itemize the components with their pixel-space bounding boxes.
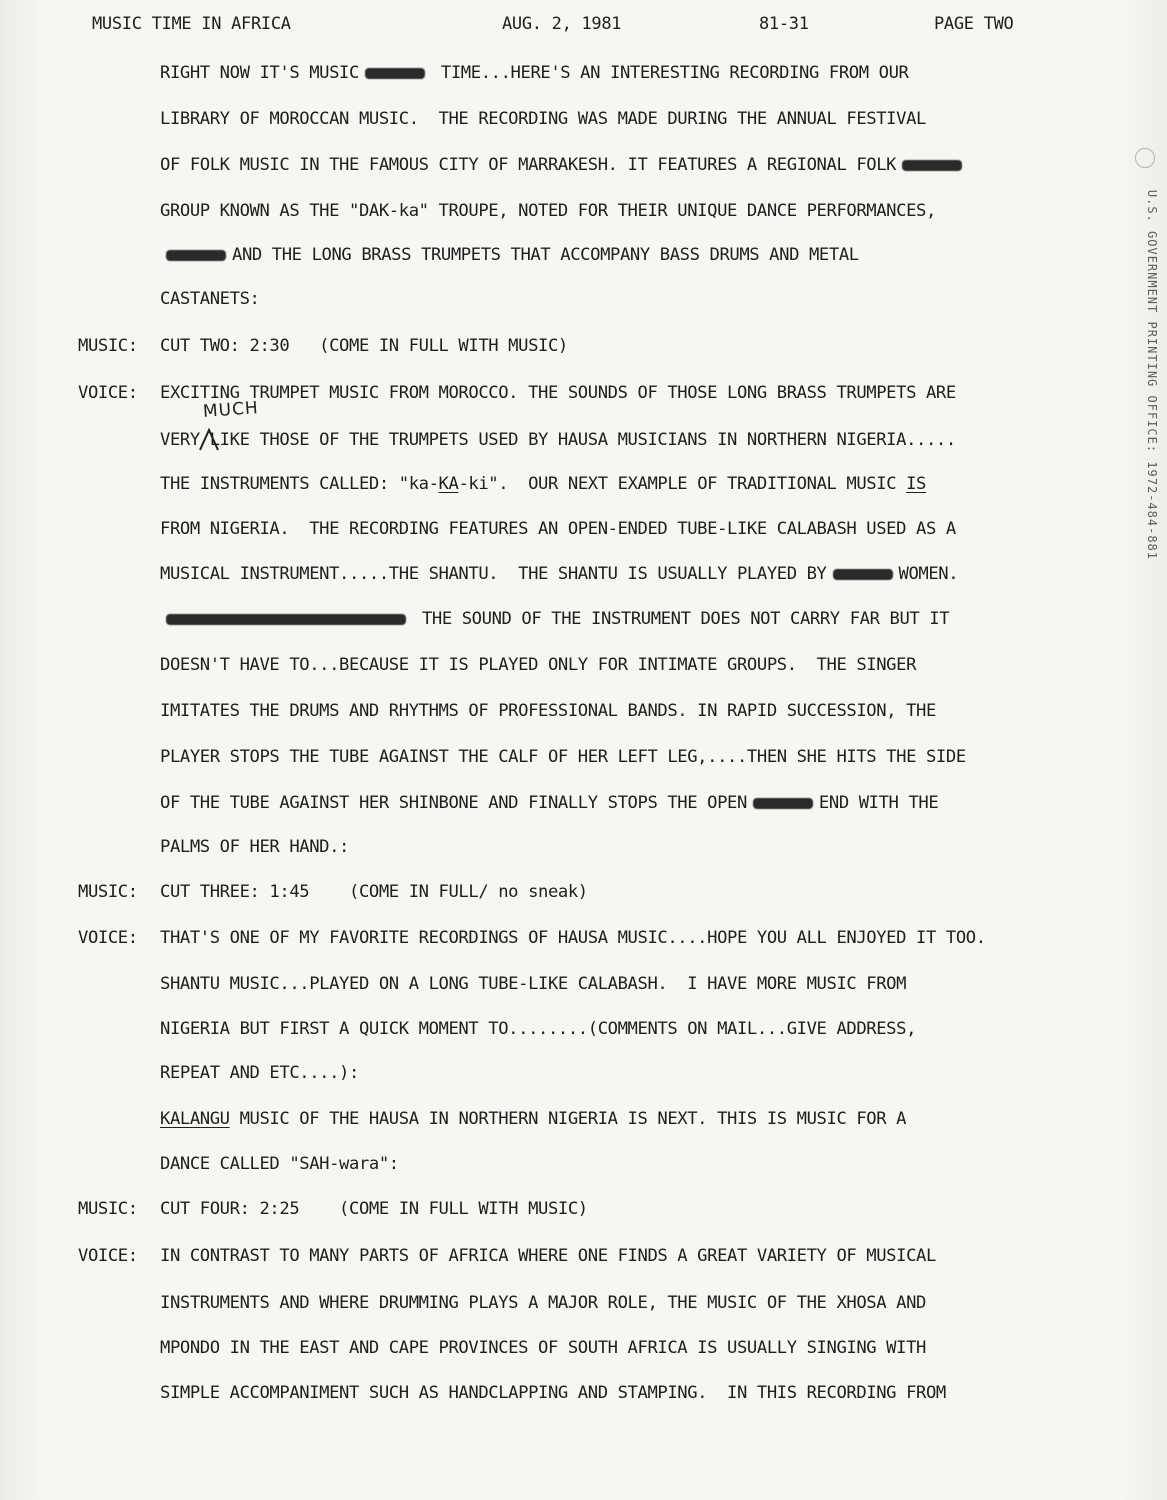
line-text: LIBRARY OF MOROCCAN MUSIC. THE RECORDING WAS MADE DURING THE ANNUAL FESTIVAL [160,109,926,129]
script-line [160,698,936,724]
script-line [160,834,349,860]
caret-mark [198,428,220,452]
line-text: SIMPLE ACCOMPANIMENT SUCH AS HANDCLAPPING AND STAMPING. IN THIS RECORDING FROM [160,1383,946,1403]
script-line [160,1106,906,1132]
line-text: IN CONTRAST TO MANY PARTS OF AFRICA WHERE ONE FINDS A GREAT VARIETY OF MUSICAL [160,1246,936,1266]
script-line [160,652,916,678]
line-text: MUSIC OF THE HAUSA IN NORTHERN NIGERIA IS NEXT. THIS IS MUSIC FOR A [229,1109,907,1129]
line-text: TIME...HERE'S AN INTERESTING RECORDING FROM OUR [430,63,909,83]
redaction-mark [902,160,962,171]
underlined-text: KALANGU [160,1109,230,1129]
script-line [160,333,568,359]
line-text: REPEAT AND ETC....): [160,1063,359,1083]
line-text: EXCITING TRUMPET MUSIC FROM MOROCCO. THE SOUNDS OF THOSE LONG BRASS TRUMPETS ARE [160,383,956,403]
line-text: THE SOUND OF THE INSTRUMENT DOES NOT CARRY FAR BUT IT [412,609,950,629]
script-line [160,1290,926,1316]
cue-label: VOICE: [78,1246,138,1266]
line-text: CUT THREE: 1:45 (COME IN FULL/ no sneak) [160,882,588,902]
page-header [92,14,1052,44]
script-line [160,471,926,497]
redaction-mark [365,68,425,79]
punch-hole [1135,148,1155,168]
line-text: OF THE TUBE AGAINST HER SHINBONE AND FINALLY STOPS THE OPEN [160,793,747,813]
line-text: INSTRUMENTS AND WHERE DRUMMING PLAYS A MAJOR ROLE, THE MUSIC OF THE XHOSA AND [160,1293,926,1313]
cue-label: MUSIC: [78,1199,138,1219]
script-line [160,561,958,587]
line-text: OF FOLK MUSIC IN THE FAMOUS CITY OF MARRAKESH. IT FEATURES A REGIONAL FOLK [160,155,897,175]
script-line [160,1016,916,1042]
underlined-text: IS [906,474,927,494]
script-line [160,1060,359,1086]
script-line [160,516,956,542]
line-text: END WITH THE [818,793,939,813]
script-line [160,925,986,951]
line-text: DOESN'T HAVE TO...BECAUSE IT IS PLAYED ONLY FOR INTIMATE GROUPS. THE SINGER [160,655,917,675]
script-line [160,879,588,905]
script-line [160,380,956,406]
cue-label: MUSIC: [78,336,138,356]
margin-print-text: U.S. GOVERNMENT PRINTING OFFICE: 1972-484-881 [1145,189,1159,560]
line-text: PALMS OF HER HAND.: [160,837,350,857]
header-page: PAGE TWO [934,14,1014,34]
script-line [160,1380,946,1406]
script-line [160,790,938,816]
script-line [160,744,966,770]
handwritten-insert: MUCH [202,398,260,422]
line-text: AND THE LONG BRASS TRUMPETS THAT ACCOMPANY BASS DRUMS AND METAL [232,245,859,265]
script-line [160,60,908,86]
script-line [160,971,906,997]
script-line [160,1335,926,1361]
header-date: AUG. 2, 1981 [502,14,622,34]
script-line [160,286,259,312]
script-line [160,1196,588,1222]
line-text: RIGHT NOW IT'S MUSIC [160,63,359,83]
header-number: 81-31 [759,14,809,34]
line-text: VERY LIKE THOSE OF THE TRUMPETS USED BY HAUSA MUSICIANS IN NORTHERN NIGERIA..... [160,430,956,450]
script-line [160,427,956,453]
redaction-mark [166,250,226,261]
script-line [160,1151,399,1177]
script-line [160,242,859,268]
line-text: CASTANETS: [160,289,260,309]
redaction-mark [753,798,813,809]
redaction-mark [833,569,893,580]
script-line [160,1243,936,1269]
line-text: NIGERIA BUT FIRST A QUICK MOMENT TO........(COMMENTS ON MAIL...GIVE ADDRESS, [160,1019,917,1039]
script-line [160,198,936,224]
cue-label: VOICE: [78,383,138,403]
line-text: GROUP KNOWN AS THE "DAK-ka" TROUPE, NOTED FOR THEIR UNIQUE DANCE PERFORMANCES, [160,201,936,221]
redaction-mark [166,614,406,625]
line-text: WOMEN. [898,564,959,584]
line-text: MUSICAL INSTRUMENT.....THE SHANTU. THE SHANTU IS USUALLY PLAYED BY [160,564,827,584]
script-line [160,152,968,178]
line-text: DANCE CALLED "SAH-wara": [160,1154,399,1174]
line-text: FROM NIGERIA. THE RECORDING FEATURES AN OPEN-ENDED TUBE-LIKE CALABASH USED AS A [160,519,956,539]
header-title: MUSIC TIME IN AFRICA [92,14,291,34]
line-text: -ki". OUR NEXT EXAMPLE OF TRADITIONAL MUSIC [458,474,907,494]
underlined-text: KA [438,474,459,494]
cue-label: MUSIC: [78,882,138,902]
script-line [160,606,949,632]
line-text: PLAYER STOPS THE TUBE AGAINST THE CALF OF HER LEFT LEG,....THEN SHE HITS THE SIDE [160,747,966,767]
script-line [160,106,926,132]
cue-label: VOICE: [78,928,138,948]
line-text: THE INSTRUMENTS CALLED: "ka- [160,474,439,494]
line-text: IMITATES THE DRUMS AND RHYTHMS OF PROFESSIONAL BANDS. IN RAPID SUCCESSION, THE [160,701,936,721]
line-text: THAT'S ONE OF MY FAVORITE RECORDINGS OF HAUSA MUSIC....HOPE YOU ALL ENJOYED IT TOO. [160,928,986,948]
line-text: CUT FOUR: 2:25 (COME IN FULL WITH MUSIC) [160,1199,588,1219]
line-text: SHANTU MUSIC...PLAYED ON A LONG TUBE-LIKE CALABASH. I HAVE MORE MUSIC FROM [160,974,907,994]
line-text: CUT TWO: 2:30 (COME IN FULL WITH MUSIC) [160,336,568,356]
line-text: MPONDO IN THE EAST AND CAPE PROVINCES OF SOUTH AFRICA IS USUALLY SINGING WITH [160,1338,926,1358]
